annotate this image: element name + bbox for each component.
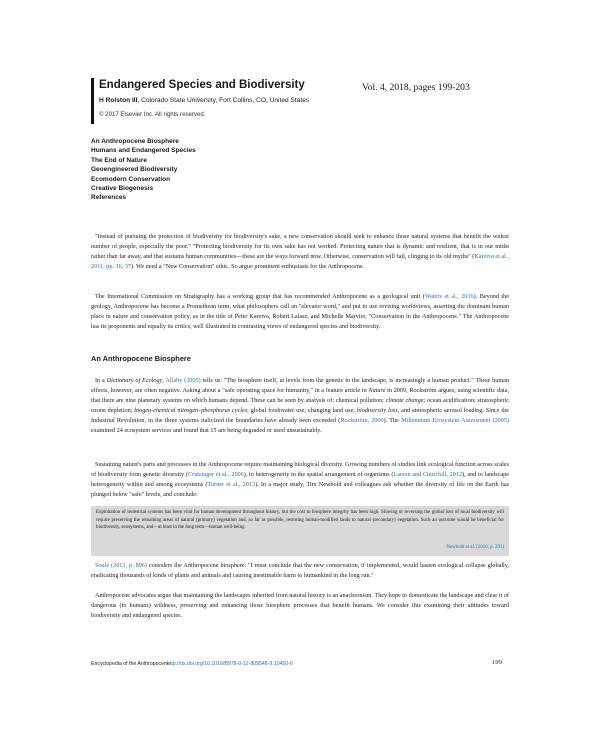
text-run: tells us: "The biosphere itself, at levels from the genetic to the landscape, is increasingly a human product." These human effects, however, are often negative. Asking about a "safe operating space for humanity," in a feature article in (91, 377, 509, 394)
text-run: ). Beyond the geology, Anthropocene has become a Promethean term, what philosophers call an "elevator word," and put to use revising worldviews, asserting the dominant human place in nature and conservation policy, as in the title of Peter Kareiva, Robert Lalasz, and Michelle Marvier, "Conservation in the Anthropocene." The Anthropocene has its proponents and equally its critics, well illustrated in contrasting views of endangered species and biodiversity. (91, 293, 509, 330)
footer-source: Encyclopedia of the Anthropocene (91, 661, 170, 667)
text-run: ). In a major study, Tim Newbold and colleagues ask whether the diversity of life on the Earth has plunged below "safe" levels, and conclude: (91, 480, 509, 498)
text-run: ), and to landscape heterogeneity within and among ecosystems ( (91, 470, 509, 488)
section-paragraph-3 (91, 561, 509, 581)
section-paragraph-2 (91, 460, 509, 500)
citation-link[interactable]: Waters et al., 2016 (424, 293, 474, 300)
citation-link[interactable]: Larson and Churchill, 2012 (393, 470, 463, 478)
citation-link[interactable]: Soulé (2013, p. 896) (95, 562, 147, 569)
book-title: Dictionary of Ecology (106, 377, 163, 384)
text-run: ; ocean acidification; stratospheric ozone depletion; (91, 396, 509, 414)
intro-paragraph-1 (91, 232, 509, 272)
toc-item[interactable]: Geoengineered Biodiversity (91, 166, 178, 174)
text-run: Sustaining nature's parts and processes in the Anthropocene require maintaining biological diversity. Growing numbers of studies link ecological function across scales of biodiversity from genetic diversity ( (91, 461, 509, 478)
section-paragraph-1 (91, 376, 509, 435)
citation-link[interactable]: Kareiva et al., 2011, pp. 36, 37 (91, 252, 509, 270)
author-affiliation: , Colorado State University, Fort Collins, CO, United States (137, 97, 310, 104)
citation-link[interactable]: Crutsinger et al., 2006 (188, 470, 244, 478)
quote-text: Exploitation of terrestrial systems has been vital for human development throughout history, but the cost to biosphere integrity has been high. Slowing or reversing the global loss of local biodiversity will require preserving the remaining areas of natural (primary) vegetation and, so far as possible, restoring human-modified lands to natural (secondary) vegetation. Such an outcome would be beneficial for biodiversity, ecosystems, and—at least in the long term—human well-being. (96, 510, 504, 531)
text-run: In a (95, 377, 107, 384)
toc-item[interactable]: References (91, 194, 127, 202)
italic-term: biodiversity loss (356, 406, 398, 414)
text-run: "Instead of pursuing the protection of biodiversity for biodiversity's sake, a new conservation should seek to enhance those natural systems that benefit the widest number of people, especially the poor." "Protecting biodiversity for its own sake has not worked. Protecting nature that is dynamic and resilient, that is in our midst rather than far away, and that sustains human communities—these are the ways forward now. Otherwise, conservation will fail, clinging to its old myths" ( (91, 233, 509, 260)
section-heading: An Anthropocene Biosphere (91, 354, 191, 363)
title-accent-bar (91, 78, 94, 124)
doi-link[interactable]: http://dx.doi.org/10.1016/B978-0-12-809548-9.10450-6 (167, 661, 293, 667)
toc-item[interactable]: An Anthropocene Biosphere (91, 138, 179, 145)
text-run: considers the Anthropocene biosphere: "I must conclude that the new conservation, if implemented, would hasten ecological collapse globally, eradicating thousands of kinds of plants and animals and causing inestimable harm to humankind in the long run." (91, 562, 509, 579)
article-title: Endangered Species and Biodiversity (99, 79, 305, 91)
text-run: in 2009, Rockström argues, using scientific data, that there are nine planetary systems on which humans depend. These can be seen by analysis of: chemical pollution; (91, 386, 509, 404)
section-paragraph-4: Anthropocene advocates argue that maintaining the landscapes inherited from natural history is an anachronism. They hope to domesticate the landscape and clear it of dangerous (to humans) wildness, preserving and enhancing those biosphere processes that benefit humans. We consider this examining their attitudes toward biodiversity and endangered species. (91, 592, 509, 619)
toc-item[interactable]: Humans and Endangered Species (91, 147, 196, 155)
toc-item[interactable]: The End of Nature (91, 156, 147, 164)
italic-term: biogeo-chemical nitrogen–phosphorus cycles (134, 406, 248, 414)
toc-item[interactable]: Ecomodern Conservation (91, 175, 171, 183)
text-run: ; global freshwater use; changing land use; (247, 406, 357, 414)
table-of-contents (91, 137, 391, 203)
quote-citation-link[interactable]: Newbold et al. (2016, p. 291) (446, 545, 504, 550)
intro-paragraph-2 (91, 292, 509, 332)
citation-link[interactable]: Allaby (2005) (165, 377, 201, 384)
text-run: ), to heterogeneity in the spatial arrangement of organisms ( (243, 470, 394, 478)
text-run: The International Commission on Stratigraphy has a working group that has recommended Anthropocene as a geological unit ( (95, 293, 425, 300)
copyright-notice: © 2017 Elsevier Inc. All rights reserved. (99, 111, 206, 118)
journal-title: Nature (368, 386, 386, 394)
author-name: H Rolston III (99, 97, 138, 104)
citation-link[interactable]: Turner et al., 2013 (207, 480, 256, 488)
citation-link[interactable]: Millennium Ecosystem Assessment (2005) (401, 416, 509, 424)
block-quote (91, 506, 509, 556)
text-run: ). We need a "New Conservation" ethic. So argue prominent enthusiasts for the Anthropocene. (131, 262, 365, 270)
text-run: ). The (383, 416, 402, 424)
toc-item[interactable]: Creative Biogenesis (91, 185, 154, 193)
citation-link[interactable]: Rockström, 2009 (340, 416, 384, 424)
page-number: 199 (492, 659, 502, 666)
italic-term: climate change (385, 396, 424, 404)
text-run: , (162, 377, 166, 384)
author-line (99, 97, 309, 104)
text-run: examined 24 ecosystem services and found that 15 are being degraded or used unsustainably. (91, 426, 322, 434)
text-run: , and atmospheric aerosol loading. Since the Industrial Revolution, in the three systems italicized the boundaries have already been exceeded ( (91, 406, 509, 424)
volume-info: Vol. 4, 2018, pages 199-203 (362, 82, 470, 93)
